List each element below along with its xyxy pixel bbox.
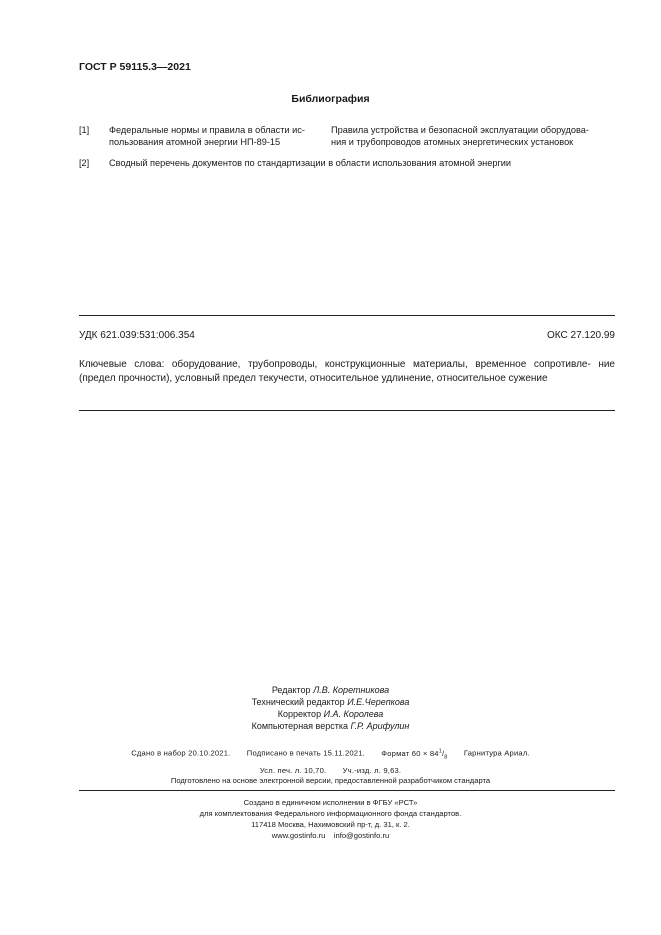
standard-number: ГОСТ Р 59115.3—2021 xyxy=(79,61,191,73)
imprint-line-3: 117418 Москва, Нахимовский пр-т, д. 31, к. 2. xyxy=(251,820,410,829)
bibliography-title: Библиография xyxy=(291,93,370,105)
prepared-note: Подготовлено на основе электронной версии, предоставленной разработчиком стандарта xyxy=(170,776,491,785)
bibliography-item-title: Правила устройства и безопасной эксплуатации оборудова- ния и трубопроводов атомных энергетических установок xyxy=(331,125,589,147)
keywords: Ключевые слова: оборудование, трубопроводы, конструкционные материалы, временное сопротивле- ние (предел прочности), условный предел текучести, относительное удлинение, относительное сужение xyxy=(79,359,615,384)
publication-data xyxy=(0,745,661,777)
divider-imprint xyxy=(79,790,615,791)
imprint-line-4: www.gostinfo.ru info@gostinfo.ru xyxy=(271,831,390,840)
credit-layout: Компьютерная верстка Г.Р. Арифулин xyxy=(251,721,410,731)
credits xyxy=(0,684,661,732)
bibliography-item-title: Сводный перечень документов по стандартизации в области использования атомной энергии xyxy=(109,158,512,168)
credit-tech-editor: Технический редактор И.Е.Черепкова xyxy=(251,697,410,707)
credit-corrector: Корректор И.А. Королева xyxy=(277,709,384,719)
bibliography-item-designation: Федеральные нормы и правила в области ис- пользования атомной энергии НП-89-15 xyxy=(109,125,305,147)
divider-bottom xyxy=(79,410,615,411)
imprint-line-1: Создано в единичном исполнении в ФГБУ «РСТ» xyxy=(243,798,418,807)
imprint-line-2: для комплектования Федерального информационного фонда стандартов. xyxy=(199,809,462,818)
publication-line-2: Усл. печ. л. 10,70. Уч.-изд. л. 9,63. xyxy=(259,766,402,776)
credit-editor: Редактор Л.В. Коретникова xyxy=(271,685,390,695)
divider-top xyxy=(79,315,615,316)
bibliography-item-number: [1] xyxy=(79,125,90,135)
oks-code: ОКС 27.120.99 xyxy=(547,330,615,341)
imprint xyxy=(0,797,661,841)
udk-code: УДК 621.039:531:006.354 xyxy=(79,330,195,341)
publication-line-1: Сдано в набор 20.10.2021. Подписано в печать 15.11.2021. Формат $60 \times 84^1/_8$ Гарнитура Ариал. xyxy=(131,748,530,761)
bibliography-item-number: [2] xyxy=(79,158,90,168)
format-value: Формат $60 \times 84^1/_8$ xyxy=(381,748,448,761)
